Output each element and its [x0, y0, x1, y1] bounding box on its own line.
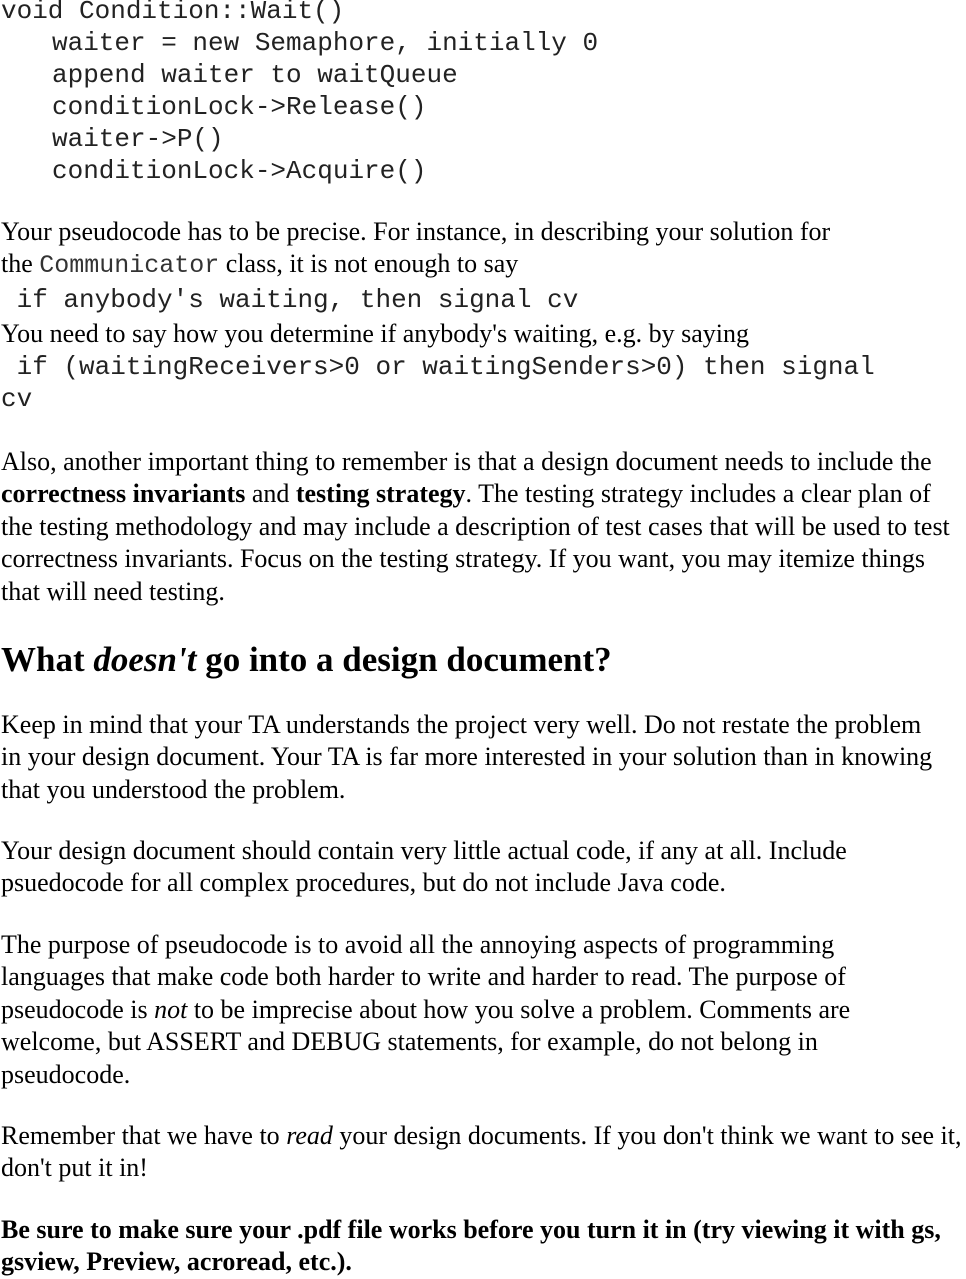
paragraph-text: Remember that we have to — [1, 1121, 287, 1150]
code-line: waiter = new Semaphore, initially 0 — [52, 28, 599, 58]
code-line: cv — [1, 384, 33, 414]
heading-text: go into a design document? — [196, 640, 612, 679]
paragraph-text: to be imprecise about how you solve a problem. Comments are welcome, but ASSERT and DEBUG statements, for example, do not belong in pseudocode. — [1, 994, 851, 1089]
paragraph-need: You need to say how you determine if anybody's waiting, e.g. by saying — [1, 319, 749, 348]
bold-correctness-invariants: correctness invariants — [1, 479, 246, 509]
paragraph-text: Also, another important thing to remember is that a design document needs to include the — [1, 447, 932, 476]
code-example-1: if anybody's waiting, then signal cv — [1, 285, 579, 315]
paragraph-read — [1, 1120, 966, 1185]
code-line: conditionLock->Release() — [52, 92, 427, 122]
heading-emphasis: doesn't — [93, 640, 197, 679]
code-example-2 — [1, 351, 875, 415]
paragraph-ta: Keep in mind that your TA understands the project very well. Do not restate the problem in your design document. Your TA is far more interested in your solution than in knowing that you understood the problem. — [1, 710, 933, 804]
paragraph-text: Your pseudocode has to be precise. For instance, in describing your solution for — [1, 217, 831, 246]
paragraph-code: Your design document should contain very little actual code, if any at all. Include psuedocode for all complex procedures, but do not include Java code. — [1, 836, 847, 898]
paragraph-text: your design documents. If you don't think we want to see it, don't put it in! — [1, 1121, 962, 1183]
bold-testing-strategy: testing strategy — [295, 479, 466, 509]
code-line: if (waitingReceivers>0 or waitingSenders>0) then signal — [1, 352, 875, 382]
code-line: conditionLock->Acquire() — [52, 156, 427, 186]
emphasis-not: not — [154, 994, 188, 1024]
paragraph-precise — [1, 216, 966, 283]
paragraph-text: the — [1, 249, 40, 279]
class-name-code: Communicator — [39, 251, 220, 281]
paragraph-text: and — [245, 479, 296, 509]
paragraph-text: class, it is not enough to say — [219, 249, 519, 279]
emphasis-read: read — [286, 1121, 333, 1150]
bold-pdf-warning: Be sure to make sure your .pdf file works before you turn it in (try viewing it with gs, gsview, Preview, acroread, etc.). — [1, 1215, 941, 1277]
paragraph-purpose — [1, 929, 941, 1091]
section-heading — [1, 638, 612, 682]
heading-text: What — [1, 640, 94, 679]
paragraph-text: The purpose of pseudocode is to avoid all the annoying aspects of programming languages that make code both harder to write and harder to read. The purpose of pseudocode is — [1, 930, 846, 1024]
code-line: waiter->P() — [52, 124, 224, 154]
paragraph-invariants — [1, 446, 966, 608]
code-line: append waiter to waitQueue — [52, 60, 458, 90]
code-line: void Condition::Wait() — [1, 0, 345, 26]
code-block — [1, 0, 598, 187]
paragraph-text: . The testing strategy includes a clear plan of the testing methodology and may include a description of test cases that will be used to test correctness invariants. Focus on the testing strategy. If you want, you may itemize things that will need testing. — [1, 479, 950, 606]
paragraph-pdf-warning — [1, 1214, 941, 1279]
